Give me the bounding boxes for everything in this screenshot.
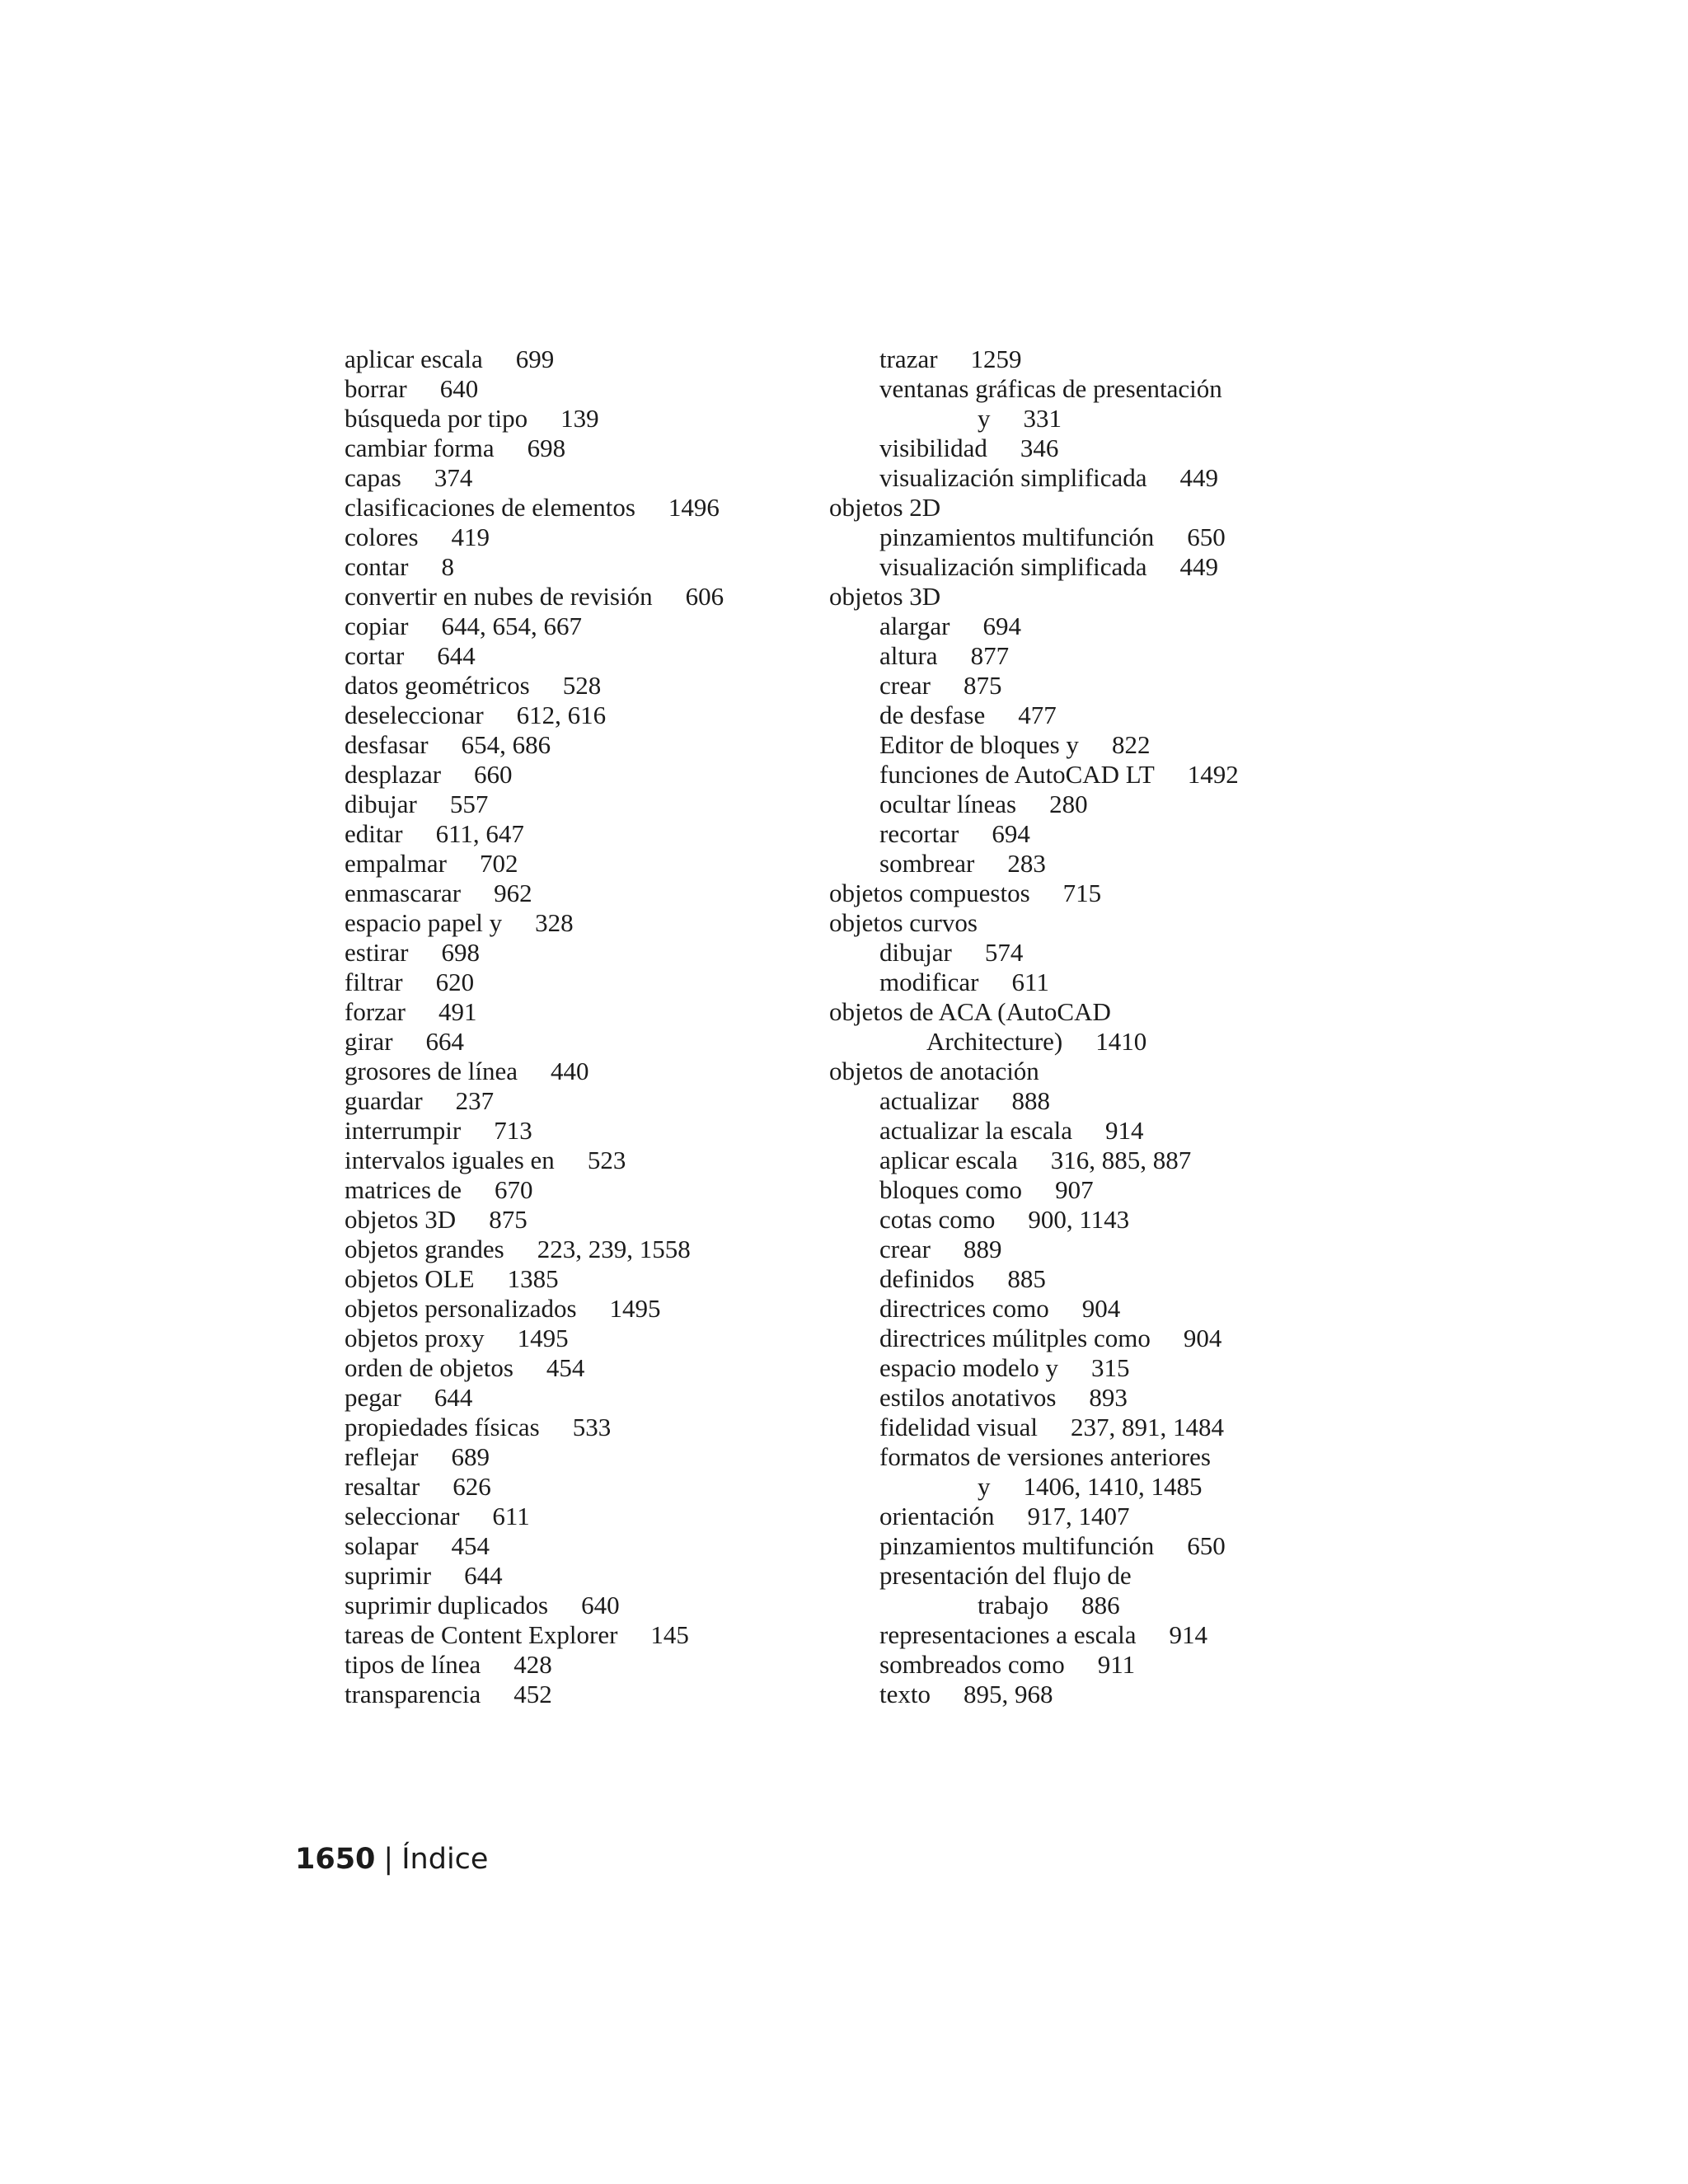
index-entry xyxy=(345,790,806,819)
index-page-refs: 886 xyxy=(1081,1591,1120,1619)
index-page-refs: 346 xyxy=(1020,434,1059,462)
index-term: guardar xyxy=(345,1086,423,1115)
index-entry xyxy=(345,1650,806,1680)
index-page-refs: 328 xyxy=(535,908,574,937)
index-entry xyxy=(345,374,806,404)
index-term: enmascarar xyxy=(345,879,462,907)
index-page-refs: 1492 xyxy=(1187,760,1239,789)
index-entry xyxy=(829,1413,1291,1442)
index-term: crear xyxy=(879,1235,931,1263)
index-page-refs: 698 xyxy=(441,938,480,967)
index-term: objetos 3D xyxy=(345,1205,457,1234)
index-page-refs: 1259 xyxy=(970,344,1022,373)
index-term: borrar xyxy=(345,374,407,403)
index-term: y xyxy=(978,1472,991,1501)
index-entry xyxy=(829,1086,1291,1116)
index-term: objetos personalizados xyxy=(345,1294,577,1323)
index-term: visibilidad xyxy=(879,434,987,462)
index-page-refs: 611 xyxy=(492,1502,530,1530)
index-term: datos geométricos xyxy=(345,671,530,700)
index-page-refs: 620 xyxy=(435,968,475,996)
index-entry xyxy=(829,1680,1291,1709)
index-entry xyxy=(345,1502,806,1531)
index-term: objetos compuestos xyxy=(829,879,1030,907)
index-term: capas xyxy=(345,463,401,492)
index-page-refs: 698 xyxy=(527,434,566,462)
index-entry xyxy=(829,1442,1291,1472)
index-column-left xyxy=(345,344,806,1709)
index-entry xyxy=(345,1175,806,1205)
index-entry xyxy=(345,1146,806,1175)
index-term: tipos de línea xyxy=(345,1650,481,1679)
index-page-refs: 893 xyxy=(1089,1383,1128,1412)
index-term: copiar xyxy=(345,612,409,640)
index-term: de desfase xyxy=(879,701,986,729)
index-term: cortar xyxy=(345,641,405,670)
index-entry xyxy=(345,1531,806,1561)
index-term: fidelidad visual xyxy=(879,1413,1038,1441)
index-term: objetos de ACA (AutoCAD xyxy=(829,997,1111,1026)
index-entry xyxy=(829,1264,1291,1294)
index-term: contar xyxy=(345,552,409,581)
index-page-refs: 139 xyxy=(560,404,599,433)
index-page-refs: 449 xyxy=(1179,552,1219,581)
index-page-refs: 557 xyxy=(449,790,489,818)
index-page-refs: 454 xyxy=(451,1531,490,1560)
index-term: crear xyxy=(879,671,931,700)
index-page-refs: 626 xyxy=(452,1472,491,1501)
index-term: suprimir duplicados xyxy=(345,1591,549,1619)
index-term: dibujar xyxy=(345,790,417,818)
index-entry xyxy=(829,997,1291,1027)
index-page-refs: 694 xyxy=(992,819,1030,848)
index-page-refs: 523 xyxy=(587,1146,626,1174)
index-term: orientación xyxy=(879,1502,995,1530)
index-term: trabajo xyxy=(978,1591,1049,1619)
index-page-refs: 654, 686 xyxy=(461,730,551,759)
index-term: ventanas gráficas de presentación xyxy=(879,374,1222,403)
index-term: visualización simplificada xyxy=(879,552,1147,581)
index-term: recortar xyxy=(879,819,959,848)
index-page-refs: 644 xyxy=(434,1383,473,1412)
index-page-refs: 650 xyxy=(1187,1531,1226,1560)
index-entry xyxy=(345,1027,806,1057)
index-entry xyxy=(829,463,1291,493)
index-entry xyxy=(829,1383,1291,1413)
index-entry xyxy=(829,671,1291,701)
index-term: objetos grandes xyxy=(345,1235,504,1263)
index-entry xyxy=(829,344,1291,374)
index-page-refs: 962 xyxy=(494,879,532,907)
index-term: trazar xyxy=(879,344,938,373)
index-term: empalmar xyxy=(345,849,447,878)
index-term: cotas como xyxy=(879,1205,996,1234)
index-page-refs: 895, 968 xyxy=(964,1680,1053,1708)
index-page-refs: 640 xyxy=(581,1591,620,1619)
index-page-refs: 440 xyxy=(551,1057,589,1085)
index-entry xyxy=(345,1442,806,1472)
index-page-refs: 1410 xyxy=(1095,1027,1147,1056)
index-page-refs: 889 xyxy=(963,1235,1002,1263)
index-term: objetos 2D xyxy=(829,493,941,522)
index-entry xyxy=(345,671,806,701)
index-entry xyxy=(345,1561,806,1591)
index-entry xyxy=(829,1205,1291,1235)
index-term: deseleccionar xyxy=(345,701,484,729)
index-page-refs: 644 xyxy=(464,1561,503,1590)
index-term: bloques como xyxy=(879,1175,1023,1204)
index-term: espacio modelo y xyxy=(879,1353,1058,1382)
index-entry xyxy=(829,1235,1291,1264)
index-page-refs: 454 xyxy=(546,1353,585,1382)
index-page-refs: 660 xyxy=(474,760,513,789)
index-page-refs: 907 xyxy=(1055,1175,1094,1204)
index-entry xyxy=(829,1027,1291,1057)
index-page-refs: 715 xyxy=(1062,879,1102,907)
index-term: objetos proxy xyxy=(345,1324,485,1352)
index-page-refs: 699 xyxy=(515,344,555,373)
index-page-refs: 644 xyxy=(437,641,476,670)
index-entry xyxy=(829,1324,1291,1353)
index-entry xyxy=(345,997,806,1027)
footer-separator: | xyxy=(383,1843,394,1876)
index-page-refs: 702 xyxy=(479,849,518,878)
index-page-refs: 374 xyxy=(434,463,473,492)
index-entry xyxy=(345,1620,806,1650)
index-entry xyxy=(345,1294,806,1324)
index-term: directrices como xyxy=(879,1294,1049,1323)
index-page-refs: 911 xyxy=(1097,1650,1136,1679)
index-term: ocultar líneas xyxy=(879,790,1017,818)
index-page-refs: 917, 1407 xyxy=(1027,1502,1130,1530)
index-term: sombreados como xyxy=(879,1650,1065,1679)
index-term: búsqueda por tipo xyxy=(345,404,528,433)
index-entry xyxy=(345,760,806,790)
index-page-refs: 1495 xyxy=(517,1324,569,1352)
index-term: editar xyxy=(345,819,403,848)
index-page-refs: 315 xyxy=(1090,1353,1130,1382)
index-entry xyxy=(829,582,1291,612)
index-entry xyxy=(829,968,1291,997)
index-page-refs: 1495 xyxy=(609,1294,661,1323)
index-page-refs: 900, 1143 xyxy=(1028,1205,1130,1234)
index-entry xyxy=(345,404,806,434)
index-entry xyxy=(345,1205,806,1235)
index-term: objetos curvos xyxy=(829,908,978,937)
index-page-refs: 689 xyxy=(451,1442,490,1471)
index-entry xyxy=(345,938,806,968)
index-term: aplicar escala xyxy=(345,344,483,373)
page-footer xyxy=(295,1841,488,1877)
index-entry xyxy=(345,1472,806,1502)
index-term: tareas de Content Explorer xyxy=(345,1620,618,1649)
index-term: y xyxy=(978,404,991,433)
index-term: forzar xyxy=(345,997,406,1026)
index-term: Editor de bloques y xyxy=(879,730,1079,759)
index-page-refs: 449 xyxy=(1179,463,1219,492)
index-page-refs: 419 xyxy=(451,523,490,551)
index-term: presentación del flujo de xyxy=(879,1561,1132,1590)
page-number: 1650 xyxy=(295,1843,376,1876)
index-term: espacio papel y xyxy=(345,908,503,937)
index-entry xyxy=(829,1175,1291,1205)
index-entry xyxy=(829,908,1291,938)
index-term: pinzamientos multifunción xyxy=(879,1531,1155,1560)
index-term: actualizar xyxy=(879,1086,979,1115)
index-page-refs: 574 xyxy=(984,938,1024,967)
index-entry xyxy=(345,849,806,879)
index-entry xyxy=(829,849,1291,879)
index-entry xyxy=(829,434,1291,463)
index-entry xyxy=(345,523,806,552)
index-page-refs: 885 xyxy=(1007,1264,1046,1293)
index-term: solapar xyxy=(345,1531,419,1560)
index-entry xyxy=(345,1680,806,1709)
index-term: intervalos iguales en xyxy=(345,1146,555,1174)
index-term: pinzamientos multifunción xyxy=(879,523,1155,551)
index-page-refs: 316, 885, 887 xyxy=(1050,1146,1192,1174)
index-entry xyxy=(345,1324,806,1353)
index-page-refs: 1406, 1410, 1485 xyxy=(1023,1472,1203,1501)
index-entry xyxy=(829,404,1291,434)
index-term: representaciones a escala xyxy=(879,1620,1137,1649)
index-entry xyxy=(829,819,1291,849)
index-entry xyxy=(829,1591,1291,1620)
index-term: cambiar forma xyxy=(345,434,495,462)
index-column-right xyxy=(829,344,1291,1709)
index-entry xyxy=(829,1116,1291,1146)
index-page-refs: 8 xyxy=(441,552,454,581)
index-entry xyxy=(345,641,806,671)
index-term: dibujar xyxy=(879,938,952,967)
section-title: Índice xyxy=(401,1843,489,1876)
index-entry xyxy=(345,463,806,493)
index-term: propiedades físicas xyxy=(345,1413,540,1441)
index-entry xyxy=(345,1057,806,1086)
index-term: orden de objetos xyxy=(345,1353,513,1382)
index-term: resaltar xyxy=(345,1472,420,1501)
index-page-refs: 914 xyxy=(1169,1620,1208,1649)
index-term: desplazar xyxy=(345,760,442,789)
index-entry xyxy=(829,730,1291,760)
index-page-refs: 875 xyxy=(963,671,1002,700)
index-term: colores xyxy=(345,523,419,551)
index-term: formatos de versiones anteriores xyxy=(879,1442,1212,1471)
index-entry xyxy=(345,552,806,582)
index-term: transparencia xyxy=(345,1680,481,1708)
index-term: objetos de anotación xyxy=(829,1057,1039,1085)
index-term: reflejar xyxy=(345,1442,419,1471)
index-page-refs: 888 xyxy=(1011,1086,1050,1115)
index-entry xyxy=(345,908,806,938)
index-page-refs: 664 xyxy=(425,1027,465,1056)
index-term: girar xyxy=(345,1027,393,1056)
index-entry xyxy=(829,1353,1291,1383)
index-term: directrices múlitples como xyxy=(879,1324,1151,1352)
index-page-refs: 640 xyxy=(439,374,479,403)
index-page-refs: 1496 xyxy=(668,493,720,522)
index-page-refs: 452 xyxy=(513,1680,552,1708)
index-term: texto xyxy=(879,1680,931,1708)
index-page-refs: 428 xyxy=(513,1650,552,1679)
index-page-refs: 670 xyxy=(495,1175,533,1204)
index-page-refs: 280 xyxy=(1049,790,1088,818)
index-entry xyxy=(345,819,806,849)
index-term: estirar xyxy=(345,938,409,967)
index-term: objetos 3D xyxy=(829,582,941,611)
index-entry xyxy=(829,641,1291,671)
index-term: visualización simplificada xyxy=(879,463,1147,492)
index-entry xyxy=(345,1353,806,1383)
index-page-refs: 822 xyxy=(1111,730,1151,759)
index-page-refs: 237 xyxy=(455,1086,495,1115)
index-term: funciones de AutoCAD LT xyxy=(879,760,1155,789)
index-term: alargar xyxy=(879,612,950,640)
index-entry xyxy=(829,523,1291,552)
index-term: definidos xyxy=(879,1264,975,1293)
index-entry xyxy=(829,1650,1291,1680)
index-page-refs: 331 xyxy=(1023,404,1062,433)
index-page-refs: 612, 616 xyxy=(516,701,607,729)
index-page-refs: 650 xyxy=(1187,523,1226,551)
index-entry xyxy=(829,1502,1291,1531)
index-entry xyxy=(345,612,806,641)
index-page-refs: 491 xyxy=(438,997,477,1026)
index-entry xyxy=(829,1561,1291,1591)
index-entry xyxy=(345,434,806,463)
index-term: clasificaciones de elementos xyxy=(345,493,635,522)
index-page-refs: 904 xyxy=(1183,1324,1222,1352)
index-term: filtrar xyxy=(345,968,403,996)
index-term: estilos anotativos xyxy=(879,1383,1057,1412)
index-entry xyxy=(345,701,806,730)
index-page-refs: 694 xyxy=(982,612,1021,640)
index-entry xyxy=(829,552,1291,582)
index-term: altura xyxy=(879,641,938,670)
index-entry xyxy=(829,374,1291,404)
index-entry xyxy=(345,1383,806,1413)
index-entry xyxy=(345,730,806,760)
index-page-refs: 877 xyxy=(970,641,1010,670)
index-entry xyxy=(345,1264,806,1294)
index-page-refs: 283 xyxy=(1007,849,1046,878)
index-term: convertir en nubes de revisión xyxy=(345,582,653,611)
index-page-refs: 644, 654, 667 xyxy=(441,612,582,640)
index-page-refs: 713 xyxy=(494,1116,532,1145)
index-entry xyxy=(345,1235,806,1264)
index-term: actualizar la escala xyxy=(879,1116,1073,1145)
index-page-refs: 237, 891, 1484 xyxy=(1070,1413,1224,1441)
index-page-refs: 533 xyxy=(572,1413,612,1441)
index-entry xyxy=(345,1413,806,1442)
index-entry xyxy=(345,582,806,612)
index-term: interrumpir xyxy=(345,1116,462,1145)
index-entry xyxy=(345,493,806,523)
index-entry xyxy=(829,701,1291,730)
index-page-refs: 606 xyxy=(685,582,724,611)
index-page-refs: 223, 239, 1558 xyxy=(537,1235,691,1263)
index-term: seleccionar xyxy=(345,1502,460,1530)
index-term: objetos OLE xyxy=(345,1264,475,1293)
index-page-refs: 611, 647 xyxy=(435,819,524,848)
index-entry xyxy=(345,879,806,908)
index-term: sombrear xyxy=(879,849,975,878)
index-term: Architecture) xyxy=(926,1027,1063,1056)
index-page-refs: 477 xyxy=(1018,701,1057,729)
index-entry xyxy=(345,1591,806,1620)
index-entry xyxy=(829,612,1291,641)
index-page-refs: 904 xyxy=(1081,1294,1121,1323)
index-entry xyxy=(345,344,806,374)
index-entry xyxy=(829,1294,1291,1324)
index-page-refs: 914 xyxy=(1105,1116,1144,1145)
index-page-refs: 875 xyxy=(489,1205,528,1234)
index-page-refs: 1385 xyxy=(507,1264,559,1293)
index-page-refs: 145 xyxy=(650,1620,689,1649)
index-entry xyxy=(829,879,1291,908)
index-term: matrices de xyxy=(345,1175,462,1204)
index-entry xyxy=(829,1620,1291,1650)
index-entry xyxy=(345,1086,806,1116)
index-entry xyxy=(829,1472,1291,1502)
index-entry xyxy=(345,968,806,997)
index-page-refs: 528 xyxy=(562,671,602,700)
index-entry xyxy=(345,1116,806,1146)
index-entry xyxy=(829,1531,1291,1561)
index-entry xyxy=(829,938,1291,968)
index-entry xyxy=(829,1146,1291,1175)
index-term: pegar xyxy=(345,1383,401,1412)
index-term: desfasar xyxy=(345,730,429,759)
index-entry xyxy=(829,493,1291,523)
index-entry xyxy=(829,1057,1291,1086)
index-page-refs: 611 xyxy=(1011,968,1049,996)
index-entry xyxy=(829,760,1291,790)
index-entry xyxy=(829,790,1291,819)
index-term: grosores de línea xyxy=(345,1057,518,1085)
index-term: modificar xyxy=(879,968,979,996)
index-term: aplicar escala xyxy=(879,1146,1018,1174)
index-term: suprimir xyxy=(345,1561,432,1590)
